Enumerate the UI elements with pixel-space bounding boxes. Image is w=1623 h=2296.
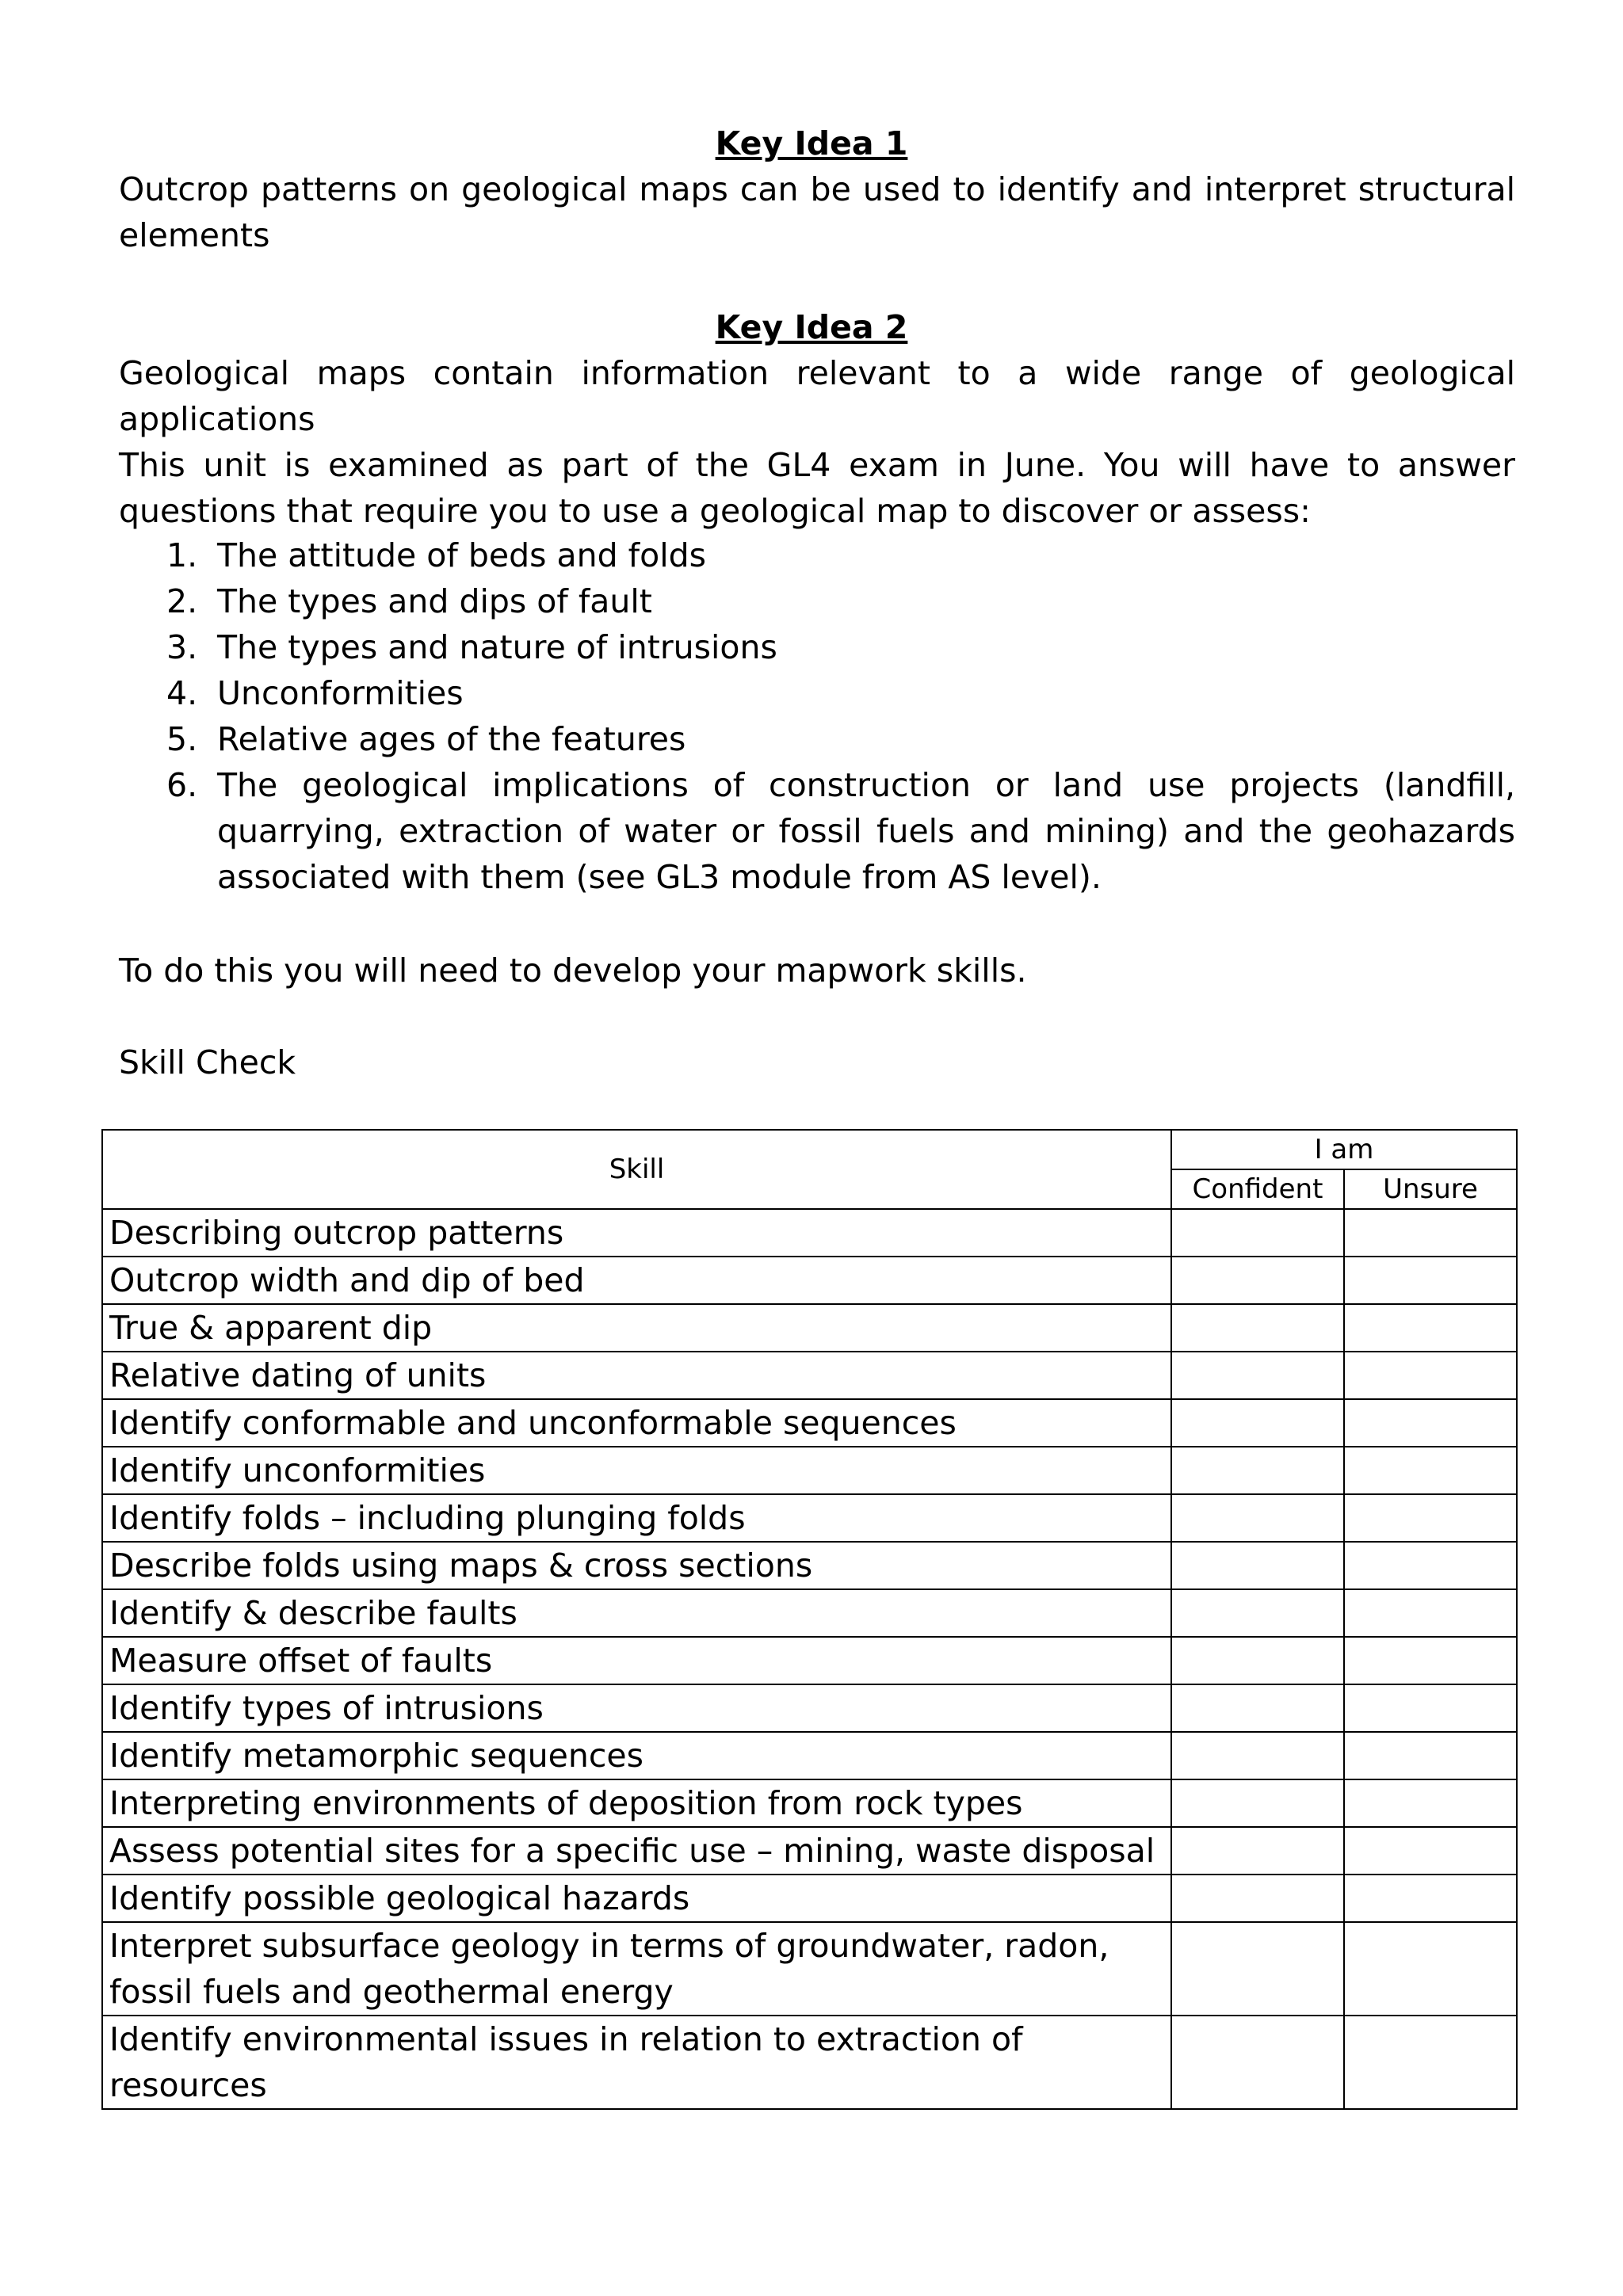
unsure-checkbox-cell[interactable] [1344, 1352, 1517, 1399]
skill-cell: Describing outcrop patterns [102, 1209, 1171, 1257]
unsure-checkbox-cell[interactable] [1344, 1732, 1517, 1779]
table-row [102, 1684, 1517, 1732]
table-row [102, 1732, 1517, 1779]
table-row [102, 1447, 1517, 1494]
table-row [102, 1352, 1517, 1399]
unsure-checkbox-cell[interactable] [1344, 1589, 1517, 1637]
confident-checkbox-cell[interactable] [1171, 1827, 1344, 1875]
confident-checkbox-cell[interactable] [1171, 1875, 1344, 1922]
confident-checkbox-cell[interactable] [1171, 1637, 1344, 1684]
skill-cell: Identify & describe faults [102, 1589, 1171, 1637]
list-item [166, 532, 1515, 578]
confident-checkbox-cell[interactable] [1171, 1922, 1344, 2016]
table-row [102, 1257, 1517, 1304]
list-item [166, 578, 1515, 624]
unsure-column-header: Unsure [1344, 1169, 1517, 1209]
skill-column-header: Skill [102, 1130, 1171, 1209]
table-row [102, 1827, 1517, 1875]
skill-cell: Identify folds – including plunging folds [102, 1494, 1171, 1542]
list-item-text: The geological implications of construction or land use projects (landfill, quarrying, extraction of water or fossil fuels and mining) and the geohazards associated with them (see GL3 module from AS level). [217, 766, 1515, 896]
skill-cell: Identify metamorphic sequences [102, 1732, 1171, 1779]
table-row [102, 1875, 1517, 1922]
list-item-text: Unconformities [217, 674, 464, 712]
table-row [102, 2016, 1517, 2109]
table-header-row [102, 1130, 1517, 1169]
list-item-number: 5. [166, 720, 198, 758]
unsure-checkbox-cell[interactable] [1344, 1779, 1517, 1827]
list-item-text: The attitude of beds and folds [217, 536, 706, 574]
list-item [166, 670, 1515, 716]
skill-cell: Identify possible geological hazards [102, 1875, 1171, 1922]
unsure-checkbox-cell[interactable] [1344, 1542, 1517, 1589]
skill-cell: Measure offset of faults [102, 1637, 1171, 1684]
list-item [166, 762, 1515, 900]
list-item-text: The types and dips of fault [217, 582, 652, 620]
list-item [166, 624, 1515, 670]
unsure-checkbox-cell[interactable] [1344, 1875, 1517, 1922]
unsure-checkbox-cell[interactable] [1344, 1447, 1517, 1494]
list-item-number: 2. [166, 582, 198, 620]
table-row [102, 1399, 1517, 1447]
table-row [102, 1922, 1517, 2016]
confident-checkbox-cell[interactable] [1171, 1209, 1344, 1257]
confident-checkbox-cell[interactable] [1171, 1589, 1344, 1637]
key-idea-2-heading: Key Idea 2 [715, 308, 908, 346]
list-item-number: 1. [166, 536, 198, 574]
confident-checkbox-cell[interactable] [1171, 1304, 1344, 1352]
table-row [102, 1304, 1517, 1352]
confident-checkbox-cell[interactable] [1171, 1779, 1344, 1827]
list-item-text: The types and nature of intrusions [217, 628, 777, 666]
unsure-checkbox-cell[interactable] [1344, 1494, 1517, 1542]
list-item-number: 4. [166, 674, 198, 712]
confident-checkbox-cell[interactable] [1171, 1352, 1344, 1399]
list-item-number: 3. [166, 628, 198, 666]
confident-checkbox-cell[interactable] [1171, 2016, 1344, 2109]
list-item-number: 6. [166, 766, 198, 804]
skill-cell: Interpreting environments of deposition from rock types [102, 1779, 1171, 1827]
key-idea-2-text: Geological maps contain information relevant to a wide range of geological applications [119, 354, 1515, 438]
i-am-group-header: I am [1171, 1130, 1517, 1169]
table-row [102, 1209, 1517, 1257]
mapwork-note: To do this you will need to develop your mapwork skills. [119, 952, 1027, 990]
unsure-checkbox-cell[interactable] [1344, 1209, 1517, 1257]
skill-cell: Describe folds using maps & cross sections [102, 1542, 1171, 1589]
list-item-text: Relative ages of the features [217, 720, 686, 758]
assess-list [166, 532, 1515, 900]
table-row [102, 1494, 1517, 1542]
list-item [166, 716, 1515, 762]
confident-checkbox-cell[interactable] [1171, 1494, 1344, 1542]
unsure-checkbox-cell[interactable] [1344, 1304, 1517, 1352]
confident-checkbox-cell[interactable] [1171, 1447, 1344, 1494]
unsure-checkbox-cell[interactable] [1344, 1827, 1517, 1875]
unsure-checkbox-cell[interactable] [1344, 1399, 1517, 1447]
confident-checkbox-cell[interactable] [1171, 1399, 1344, 1447]
table-row [102, 1589, 1517, 1637]
confident-checkbox-cell[interactable] [1171, 1542, 1344, 1589]
skill-cell: Identify types of intrusions [102, 1684, 1171, 1732]
skill-cell: Relative dating of units [102, 1352, 1171, 1399]
skill-check-table [101, 1129, 1518, 2110]
unsure-checkbox-cell[interactable] [1344, 1684, 1517, 1732]
confident-checkbox-cell[interactable] [1171, 1684, 1344, 1732]
confident-checkbox-cell[interactable] [1171, 1257, 1344, 1304]
table-row [102, 1542, 1517, 1589]
skill-cell: Assess potential sites for a specific use – mining, waste disposal [102, 1827, 1171, 1875]
skill-cell: Outcrop width and dip of bed [102, 1257, 1171, 1304]
skill-cell: Identify unconformities [102, 1447, 1171, 1494]
confident-column-header: Confident [1171, 1169, 1344, 1209]
unsure-checkbox-cell[interactable] [1344, 1637, 1517, 1684]
unsure-checkbox-cell[interactable] [1344, 2016, 1517, 2109]
skill-cell: True & apparent dip [102, 1304, 1171, 1352]
skill-cell: Identify environmental issues in relation to extraction of resources [102, 2016, 1171, 2109]
skill-cell: Identify conformable and unconformable sequences [102, 1399, 1171, 1447]
key-idea-1-text: Outcrop patterns on geological maps can be used to identify and interpret structural elements [119, 170, 1515, 254]
unsure-checkbox-cell[interactable] [1344, 1922, 1517, 2016]
table-row [102, 1637, 1517, 1684]
skill-cell: Interpret subsurface geology in terms of groundwater, radon, fossil fuels and geothermal energy [102, 1922, 1171, 2016]
intro-paragraph: This unit is examined as part of the GL4 exam in June. You will have to answer questions that require you to use a geological map to discover or assess: [119, 446, 1515, 530]
table-row [102, 1779, 1517, 1827]
confident-checkbox-cell[interactable] [1171, 1732, 1344, 1779]
skill-check-title: Skill Check [119, 1043, 296, 1081]
key-idea-1-heading: Key Idea 1 [715, 124, 908, 162]
unsure-checkbox-cell[interactable] [1344, 1257, 1517, 1304]
